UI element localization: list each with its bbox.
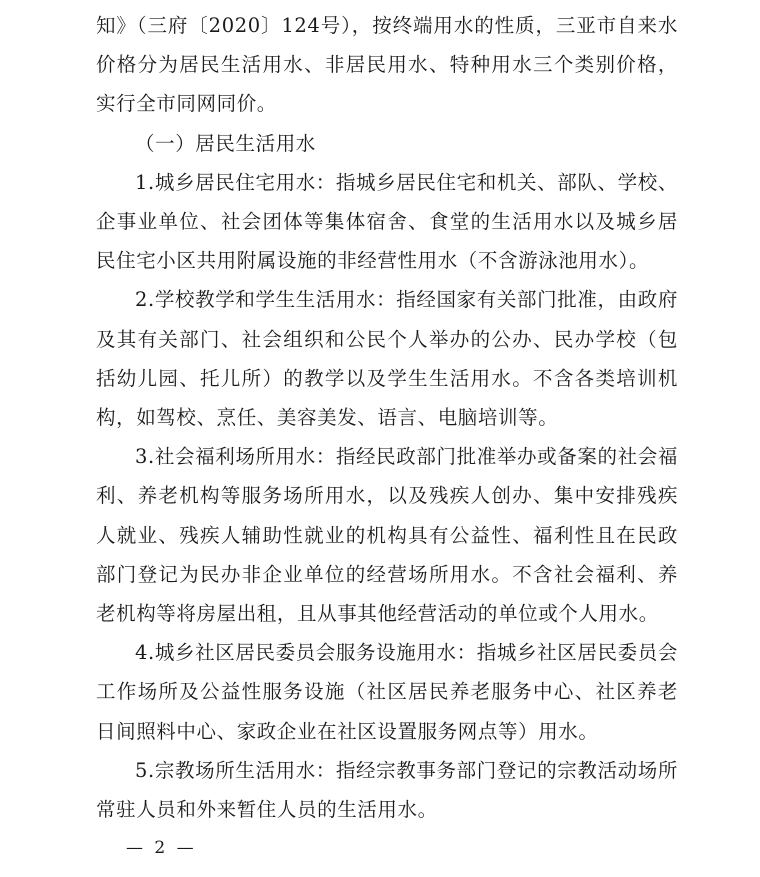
item-paragraph-4: 4.城乡社区居民委员会服务设施用水：指城乡社区居民委员会工作场所及公益性服务设施（社区居民养老服务中心、社区养老日间照料中心、家政企业在社区设置服务网点等）用水。 <box>96 641 678 743</box>
section-heading: （一）居民生活用水 <box>135 131 316 155</box>
item-paragraph-1: 1.城乡居民住宅用水：指城乡居民住宅和机关、部队、学校、企事业单位、社会团体等集体宿舍、食堂的生活用水以及城乡居民住宅小区共用附属设施的非经营性用水（不含游泳池用水）。 <box>96 170 678 273</box>
item-paragraph-5: 5.宗教场所生活用水：指经宗教事务部门登记的宗教活动场所常驻人员和外来暂住人员的生活用水。 <box>96 758 678 822</box>
page-number: — 2 — <box>126 838 197 858</box>
item-paragraph-3: 3.社会福利场所用水：指经民政部门批准举办或备案的社会福利、养老机构等服务场所用水，以及残疾人创办、集中安排残疾人就业、残疾人辅助性就业的机构具有公益性、福利性且在民政部门登记为民办非企业单位的经营场所用水。不含社会福利、养老机构等将房屋出租，且从事其他经营活动的单位或个人用水。 <box>96 445 678 626</box>
item-paragraph-2: 2.学校教学和学生生活用水：指经国家有关部门批准，由政府及其有关部门、社会组织和公民个人举办的公办、民办学校（包括幼儿园、托儿所）的教学以及学生生活用水。不含各类培训机构，如驾校、烹任、美容美发、语言、电脑培训等。 <box>96 288 678 430</box>
document-page <box>96 6 678 829</box>
intro-paragraph: 知》（三府〔2020〕124号），按终端用水的性质，三亚市自来水价格分为居民生活用水、非居民用水、特种用水三个类别价格，实行全市同网同价。 <box>96 14 678 116</box>
